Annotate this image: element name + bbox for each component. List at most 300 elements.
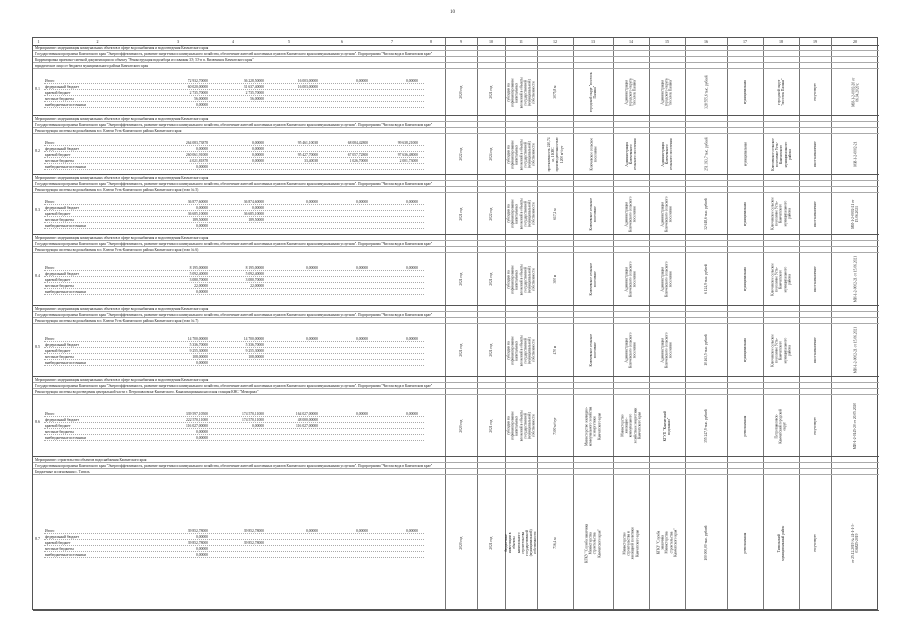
finance-source-label: местные бюджеты (45, 284, 74, 288)
finance-amount: 31 637,40000 (243, 85, 264, 89)
rotated-cell (649, 135, 685, 174)
rotated-cell-text: 2020 год (458, 536, 463, 550)
rotated-cell (537, 135, 573, 174)
rotated-cell (799, 254, 831, 305)
rotated-cell-text: 10 463,5 тыс. рублей (703, 334, 708, 367)
rotated-cell-text: КГУП "Камчатский водоканал" (662, 410, 671, 442)
rotated-cell (649, 325, 685, 376)
finance-source-label: федеральный бюджет (45, 85, 79, 89)
finance-amount: 0,00000 (406, 266, 418, 270)
column-header: 10 (489, 39, 493, 44)
rotated-cell-text: иное назначение (812, 201, 817, 227)
finance-amount: 3 080,70000 (245, 278, 264, 282)
column-header: 15 (665, 39, 669, 44)
column-header: 4 (232, 39, 234, 44)
rotated-cell (727, 396, 763, 456)
rotated-cell (685, 254, 727, 305)
rotated-cell (831, 254, 879, 305)
section-number: 8.2 (35, 148, 40, 153)
column-header: 6 (341, 39, 343, 44)
rotated-cell-text: Ключевское сельское поселение Усть-Камчатского муниципального района (770, 263, 792, 296)
finance-amount: 0,00000 (406, 200, 418, 204)
finance-amount: 5 092,40000 (189, 272, 208, 276)
rotated-cell-text: субсидии на софинансирование капитальных вложений в объекты государственной (муниципальной) собственности (506, 334, 536, 367)
column-header: 8 (430, 39, 432, 44)
finance-amount: 5 336,70000 (189, 343, 208, 347)
rotated-cell-text: 2021 год (488, 536, 493, 550)
rotated-cell-text: муниципальная (742, 80, 747, 105)
finance-amount: 8 195,00000 (245, 266, 264, 270)
rotated-cell (537, 396, 573, 456)
section-title-line: Государственная программа Камчатского края "Энергоэффективность, развитие энергетики и коммунального хозяйства, обеспечение жителей населенных пунктов Камчатского края коммунальными услугами". Подпрограмма "Чистая вода в Камчатском крае" (33, 383, 879, 389)
finance-source-label: Итого (45, 141, 55, 145)
section-title-line: Мероприятие: строительство объектов водоснабжения Камчатского края (33, 457, 879, 463)
rotated-cell (573, 476, 613, 610)
finance-amount: 60 020,00000 (187, 85, 208, 89)
section-title-line: Бюджетные ассигнования с. Тигиль (33, 469, 879, 475)
rotated-cell-text: МИ-1-2-0002-20 от 06.04.2020 г. (850, 77, 859, 108)
finance-amount: 67 057,72800 (347, 153, 368, 157)
section-title-line: Мероприятие: модернизация коммунальных объектов в сфере водоснабжения и водоотведения Камчатского края (33, 45, 879, 51)
rotated-cell-text: 328 555,6 тыс. рублей (703, 75, 708, 110)
finance-amount: 56,00000 (250, 97, 264, 101)
rotated-cell-text: субсидии на софинансирование капитальных вложений в объекты государственной (муниципальной) собственности (506, 410, 536, 442)
finance-amount: 95 461,10038 (297, 141, 318, 145)
finance-amount: 0,00000 (252, 141, 264, 145)
finance-amount: 164 027,00000 (295, 412, 318, 416)
rotated-cell-text: 736,4 м (552, 537, 557, 549)
finance-amount: 0,00000 (356, 337, 368, 341)
rotated-cell (445, 325, 477, 376)
finance-amount: 0,00000 (196, 430, 208, 434)
rotated-cell-text: Петропавловск-Камчатский городской округ (774, 408, 788, 444)
column-header: 19 (813, 39, 817, 44)
rotated-cell (505, 135, 537, 174)
section-number: 8.4 (35, 273, 40, 278)
finance-amount: 0,00000 (196, 361, 208, 365)
rotated-cell-text: 251 393,7 тыс. рублей (703, 137, 708, 172)
finance-amount: 97 636,48000 (397, 153, 418, 157)
section-title-line: Мероприятие: модернизация коммунальных объектов в сфере водоснабжения и водоотведения Камчатского края (33, 116, 879, 122)
rotated-cell (685, 325, 727, 376)
finance-amount: 16 003,00000 (297, 85, 318, 89)
finance-amount: 0,00000 (306, 200, 318, 204)
rotated-cell (613, 325, 649, 376)
rotated-cell (573, 194, 613, 234)
rotated-cell-text: муниципальная (742, 202, 747, 226)
program-section (33, 377, 879, 457)
finance-source-label: местные бюджеты (45, 547, 74, 551)
finance-source-label: местные бюджеты (45, 97, 74, 101)
rotated-cell-text: иное назначение (812, 266, 817, 293)
finance-source-label: внебюджетные источники (45, 436, 86, 440)
finance-amount: 99 638,21000 (397, 141, 418, 145)
rotated-cell (685, 476, 727, 610)
rotated-cell-text: региональная (742, 415, 747, 437)
rotated-cell (763, 325, 799, 376)
finance-amount: 39 852,78000 (187, 541, 208, 545)
section-title-line: Реконструкция системы водоснабжения в п. Ключи Усть-Камчатского района Камчатского края (этап № 5) (33, 187, 879, 193)
program-section (33, 235, 879, 306)
finance-amount: 0,00000 (196, 165, 208, 169)
finance-source-label: федеральный бюджет (45, 343, 79, 347)
rotated-cell-text: бюджетные инвестиции в объекты капитального строительства государственной (муниципальной) собственности (504, 529, 538, 557)
finance-source-label: краевой бюджет (45, 91, 71, 95)
rotated-cell (799, 70, 831, 115)
finance-amount: 264 083,73878 (185, 141, 208, 145)
finance-amount: 0,00000 (406, 337, 418, 341)
finance-source-label: местные бюджеты (45, 218, 74, 222)
rotated-cell (573, 325, 613, 376)
column-header: 18 (779, 39, 783, 44)
finance-amount: 0,00000 (356, 529, 368, 533)
rotated-cell (477, 396, 505, 456)
finance-source-label: Итого (45, 412, 55, 416)
finance-amount: 0,00000 (196, 553, 208, 557)
rotated-cell-text: Администрация Ключевского сельского поселения (660, 138, 674, 171)
rotated-cell (573, 254, 613, 305)
rotated-cell (613, 194, 649, 234)
section-title-line: Реконструкция системы водоотведения центральной части г. Петропавловска-Камчатского. Канализационная насосная станция КНС "Мемориал" (33, 389, 879, 395)
finance-row (44, 289, 424, 295)
section-title-line: Мероприятие: модернизация коммунальных объектов в сфере водоснабжения и водоотведения Камчатского края (33, 235, 879, 241)
finance-source-label: внебюджетные источники (45, 361, 86, 365)
finance-amount: 2 735,70000 (245, 91, 264, 95)
rotated-cell (649, 254, 685, 305)
rotated-cell-text: 2022 год (488, 207, 493, 221)
finance-amount: 36 874,60000 (243, 200, 264, 204)
rotated-cell (505, 325, 537, 376)
finance-amount: 33,40038 (304, 159, 318, 163)
section-number: 8.6 (35, 419, 40, 424)
finance-amount: 3 080,70000 (189, 278, 208, 282)
rotated-cell-text: Министерство жилищно-коммунального хозяйства и энергетики Камчатского края (620, 408, 642, 444)
rotated-cell (727, 194, 763, 234)
finance-source-label: местные бюджеты (45, 159, 74, 163)
program-section (33, 45, 879, 116)
rotated-cell (445, 476, 477, 610)
finance-amount: 56,00000 (194, 97, 208, 101)
rotated-cell-text: КГКУ "Служба заказчика Министерства строительства Камчатского края" (584, 523, 602, 563)
rotated-cell (799, 396, 831, 456)
rotated-cell-text: муниципальная (742, 338, 747, 363)
rotated-cell-text: 3075,8 м (552, 85, 557, 100)
rotated-cell-text: отсутствует (812, 417, 817, 435)
rotated-cell (613, 254, 649, 305)
rotated-cell (537, 70, 573, 115)
finance-amount: 0,00000 (196, 290, 208, 294)
rotated-cell-text: 2021 год (458, 207, 463, 221)
finance-amount: 0,00000 (196, 147, 208, 151)
section-title-line: Государственная программа Камчатского края "Энергоэффективность, развитие энергетики и коммунального хозяйства, обеспечение жителей населенных пунктов Камчатского края коммунальными услугами". Подпрограмма "Чистая вода в Камчатском крае" (33, 51, 879, 57)
finance-source-label: федеральный бюджет (45, 272, 79, 276)
finance-amount: 36 877,60000 (187, 200, 208, 204)
finance-amount: 0,00000 (356, 79, 368, 83)
rotated-cell (649, 70, 685, 115)
rotated-cell (763, 135, 799, 174)
page-number: 10 (450, 10, 455, 15)
rotated-cell (831, 325, 879, 376)
rotated-cell (831, 70, 879, 115)
column-header: 5 (288, 39, 290, 44)
rotated-cell (727, 70, 763, 115)
finance-source-label: Итого (45, 266, 55, 270)
rotated-cell-text: иное назначение (812, 141, 817, 168)
column-header: 14 (629, 39, 633, 44)
rotated-cell-text: 32 618,6 тыс. рублей (703, 198, 708, 230)
column-header: 16 (704, 39, 708, 44)
rotated-cell (649, 396, 685, 456)
finance-source-label: внебюджетные источники (45, 290, 86, 294)
rotated-cell (799, 135, 831, 174)
section-title-line: Мероприятие: модернизация коммунальных объектов в сфере водоснабжения и водоотведения Камчатского края (33, 175, 879, 181)
rotated-cell (649, 194, 685, 234)
finance-amount: 39 852,78000 (243, 541, 264, 545)
rotated-cell-text: Администрация Ключевского сельского поселения (624, 196, 638, 232)
finance-amount: 0,00000 (306, 529, 318, 533)
finance-amount: 0,00000 (306, 337, 318, 341)
rotated-cell (799, 194, 831, 234)
rotated-cell-text: 617,2 м (552, 208, 557, 220)
rotated-cell-text: Администрация Ключевского сельского поселения (624, 332, 638, 369)
finance-amount: 0,00000 (306, 266, 318, 270)
finance-amount: 48 000,00000 (297, 418, 318, 422)
rotated-cell (763, 254, 799, 305)
rotated-cell (477, 70, 505, 115)
rotated-cell (477, 194, 505, 234)
finance-amount: 0,00000 (196, 535, 208, 539)
rotated-cell-text: МИ-1-2-0002-21 (852, 142, 857, 167)
finance-source-label: краевой бюджет (45, 541, 71, 545)
finance-amount: 14 700,00000 (243, 337, 264, 341)
finance-source-label: местные бюджеты (45, 430, 74, 434)
rotated-cell (505, 254, 537, 305)
rotated-cell-text: КГКУ "Служба заказчика Министерства строительства Камчатского края" (656, 528, 678, 558)
finance-amount: 189,50000 (192, 218, 208, 222)
finance-amount: 108,00000 (192, 355, 208, 359)
rotated-cell-text: МИ-1-2-0002-21 от 15.06.2021 (852, 327, 857, 374)
finance-row (44, 102, 424, 108)
rotated-cell (831, 135, 879, 174)
rotated-cell (573, 396, 613, 456)
finance-amount: 108,00000 (248, 355, 264, 359)
rotated-cell (763, 194, 799, 234)
section-number: 8.3 (35, 207, 40, 212)
section-number: 8.7 (35, 536, 40, 541)
rotated-cell (613, 396, 649, 456)
rotated-cell-text: 300 м (552, 275, 557, 284)
rotated-cell-text: МИ-1-2-0002-21 от 15.06.2021 (850, 199, 859, 229)
rotated-cell-text: Ключевское сельское поселение (588, 138, 597, 171)
finance-source-label: Итого (45, 529, 55, 533)
finance-amount: 2 001,73000 (399, 159, 418, 163)
rotated-cell (831, 194, 879, 234)
finance-row (44, 223, 424, 229)
finance-amount: 9 255,30000 (245, 349, 264, 353)
rotated-cell (763, 396, 799, 456)
program-section (33, 306, 879, 377)
rotated-cell-text: городской округ "поселок Палана" (588, 72, 597, 113)
rotated-cell (573, 70, 613, 115)
finance-amount: 0,00000 (252, 153, 264, 157)
finance-row (44, 164, 424, 170)
finance-amount: 8 195,00000 (189, 266, 208, 270)
rotated-cell-text: субсидии на софинансирование капитальных вложений в объекты государственной (муниципальной) собственности (506, 198, 536, 230)
rotated-cell-text: муниципальная (742, 267, 747, 292)
rotated-cell (505, 70, 537, 115)
rotated-cell-text: Администрация городского округа "поселок Палана" (624, 78, 638, 107)
section-title-line: Государственная программа Камчатского края "Энергоэффективность, развитие энергетики и коммунального хозяйства, обеспечение жителей населенных пунктов Камчатского края коммунальными услугами". Подпрограмма "Чистая вода в Камчатском крае" (33, 181, 879, 187)
column-header: 11 (519, 39, 523, 44)
finance-amount: 22,00000 (194, 284, 208, 288)
finance-amount: 0,00000 (196, 436, 208, 440)
rotated-cell (505, 194, 537, 234)
rotated-cell-text: Администрация Ключевского сельского поселения (660, 196, 674, 232)
finance-source-label: краевой бюджет (45, 349, 71, 353)
rotated-cell (445, 135, 477, 174)
finance-amount: 116 027,00000 (186, 424, 208, 428)
rotated-cell-text: 2022 год (458, 147, 463, 161)
rotated-cell-text: Министерство жилищно-коммунального хозяйства и энергетики Камчатского края (584, 406, 602, 446)
rotated-cell-text: городской округ "поселок Палана" (776, 78, 785, 107)
rotated-cell (727, 254, 763, 305)
finance-amount: 0,00000 (406, 412, 418, 416)
rotated-cell (799, 325, 831, 376)
finance-amount: 0,00000 (196, 103, 208, 107)
finance-amount: 36 685,10000 (243, 212, 264, 216)
finance-source-label: внебюджетные источники (45, 165, 86, 169)
rotated-cell (727, 476, 763, 610)
finance-source-label: внебюджетные источники (45, 553, 86, 557)
section-title-line: Государственная программа Камчатского края "Энергоэффективность, развитие энергетики и коммунального хозяйства, обеспечение жителей населенных пунктов Камчатского края коммунальными услугами". Подпрограмма "Чистая вода в Камчатском крае" (33, 463, 879, 469)
section-title-line: Реконструкция системы водоснабжения в п. Ключи Усть-Камчатского района Камчатского края (этап № 6) (33, 247, 879, 253)
rotated-cell (831, 396, 879, 456)
rotated-cell-text: 2021 год (488, 85, 493, 99)
finance-amount: 0,00000 (252, 424, 264, 428)
rotated-cell (613, 135, 649, 174)
rotated-cell-text: 2021 год (488, 343, 493, 357)
finance-amount: 339 597,10500 (185, 412, 208, 416)
rotated-cell (685, 396, 727, 456)
rotated-cell (445, 396, 477, 456)
rotated-cell (613, 70, 649, 115)
rotated-cell-text: Ключевское сельское поселение Усть-Камчатского муниципального района (770, 334, 792, 367)
rotated-cell (613, 476, 649, 610)
finance-source-label: краевой бюджет (45, 153, 71, 157)
rotated-cell-text: муниципальная (742, 142, 747, 167)
rotated-cell-text: 2024 год (488, 147, 493, 161)
finance-amount: 0,00000 (252, 147, 264, 151)
finance-amount: 5 092,40000 (245, 272, 264, 276)
rotated-cell-text: 2021 год (458, 272, 463, 286)
finance-source-label: внебюджетные источники (45, 224, 86, 228)
rotated-cell-text: отсутствует (812, 534, 817, 552)
finance-source-label: Итого (45, 200, 55, 204)
rotated-cell-text: отсутствует (812, 83, 817, 102)
rotated-cell (763, 476, 799, 610)
rotated-cell (685, 70, 727, 115)
rotated-cell-text: Ключевское сельское поселение Усть-Камчатского муниципального района (770, 197, 792, 231)
section-title-line: Реконструкция системы водоснабжения в п. Ключи Усть-Камчатского района Камчатского края (этап № 7) (33, 318, 879, 324)
section-title-line: Государственная программа Камчатского края "Энергоэффективность, развитие энергетики и коммунального хозяйства, обеспечение жителей населенных пунктов Камчатского края коммунальными услугами". Подпрограмма "Чистая вода в Камчатском крае" (33, 241, 879, 247)
column-header: 17 (743, 39, 747, 44)
rotated-cell-text: Ключевское сельское поселение (588, 263, 597, 296)
finance-amount: 189,50000 (248, 218, 264, 222)
finance-source-label: Итого (45, 79, 55, 83)
rotated-cell (685, 194, 727, 234)
finance-amount: 0,00000 (406, 79, 418, 83)
column-header: 7 (391, 39, 393, 44)
column-header: 20 (853, 39, 857, 44)
rotated-cell-text: 100 000,00 тыс. рублей (703, 525, 708, 561)
section-number: 8.1 (35, 86, 40, 91)
section-title-line: Мероприятие: модернизация коммунальных объектов в сфере водоснабжения и водоотведения Камчатского края (33, 306, 879, 312)
column-header: 12 (553, 39, 557, 44)
rotated-cell (505, 476, 537, 610)
rotated-cell-text: Администрация Ключевского сельского поселения (660, 261, 674, 298)
section-title-line: Мероприятие: модернизация коммунальных объектов в сфере водоснабжения и водоотведения Камчатского края (33, 377, 879, 383)
finance-source-label: краевой бюджет (45, 424, 71, 428)
rotated-cell (445, 70, 477, 115)
rotated-cell (445, 194, 477, 234)
rotated-cell-text: МИ-1-2-0002-21 от 15.06.2021 (852, 256, 857, 303)
finance-source-label: федеральный бюджет (45, 147, 79, 151)
rotated-cell-text: Администрация городского округа "поселок Палана" (660, 78, 674, 107)
rotated-cell (727, 325, 763, 376)
rotated-cell (573, 135, 613, 174)
finance-row (44, 435, 424, 441)
rotated-cell-text: 6 124,9 тыс. рублей (703, 264, 708, 295)
program-section (33, 116, 879, 175)
finance-amount: 36 228,50000 (243, 79, 264, 83)
program-section (33, 457, 879, 611)
rotated-cell (477, 135, 505, 174)
column-header: 1 (37, 39, 40, 44)
finance-amount: 260 061,91000 (185, 153, 208, 157)
finance-source-label: внебюджетные источники (45, 103, 86, 107)
rotated-cell-text: МИ-1-2-0145-20 от 20.05.2020 (852, 402, 857, 450)
finance-amount: 116 027,00000 (296, 424, 318, 428)
rotated-cell-text: 7300 м³/сут (552, 417, 557, 435)
finance-amount: 39 852,78000 (243, 529, 264, 533)
column-header: 2 (96, 39, 99, 44)
finance-row (44, 360, 424, 366)
rotated-cell (537, 194, 573, 234)
rotated-cell-text: субсидии на софинансирование капитальных вложений в объекты государственной (муниципальной) собственности (506, 138, 536, 171)
rotated-cell-text: 2020 год (458, 419, 463, 433)
finance-amount: 9 255,30000 (189, 349, 208, 353)
finance-amount: 0,00000 (406, 529, 418, 533)
rotated-cell (505, 396, 537, 456)
rotated-cell (477, 476, 505, 610)
rotated-cell (537, 325, 573, 376)
column-header: 9 (460, 39, 462, 44)
finance-source-label: местные бюджеты (45, 355, 74, 359)
rotated-cell-text: Ключевское сельское поселение (588, 334, 597, 367)
finance-amount: 222 570,11000 (186, 418, 208, 422)
finance-amount: 174 570,11000 (242, 412, 264, 416)
finance-source-label: Итого (45, 337, 55, 341)
finance-amount: 36 685,10000 (187, 212, 208, 216)
finance-amount: 0,00000 (356, 412, 368, 416)
section-number: 8.5 (35, 344, 40, 349)
finance-amount: 174 570,11000 (242, 418, 264, 422)
section-title-line: Корректировка проектно-сметной документации по объекту "Реконструкция водозабора из скважин 3Э, 5Э в п. Вилючинск Камчатского края" (33, 57, 879, 63)
finance-row (44, 552, 424, 558)
rotated-cell (477, 254, 505, 305)
section-title-line: юридическое лицо от бюджета муниципального района Камчатского края (33, 63, 879, 69)
finance-amount: 0,00000 (196, 206, 208, 210)
